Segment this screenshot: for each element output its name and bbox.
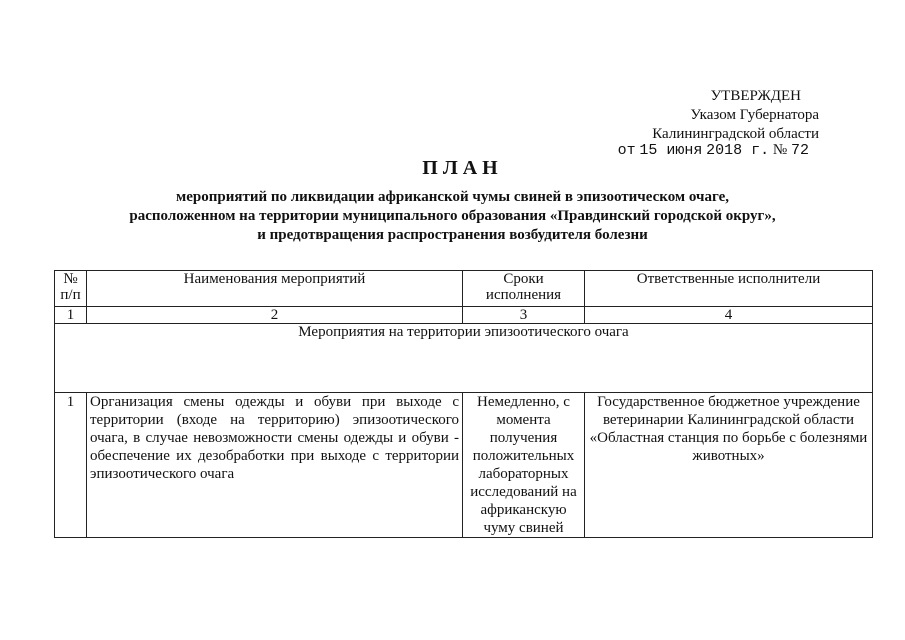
approval-date-prefix: от [617, 142, 636, 159]
approval-line-decree: Указом Губернатора [690, 107, 819, 123]
approval-block [0, 88, 905, 168]
row-terms: Немедленно, с момента получения положительных лабораторных исследований на африканскую чуму свиней [463, 393, 585, 538]
document-subtitle [0, 188, 905, 245]
approval-date: 15 июня [639, 142, 703, 159]
subtitle-line-2: расположенном на территории муниципального образования «Правдинский городской округ», [129, 208, 776, 224]
approval-number: 72 [790, 142, 809, 159]
section-title: Мероприятия на территории эпизоотического очага [55, 324, 873, 393]
subtitle-line-3: и предотвращения распространения возбудителя болезни [257, 227, 648, 243]
approval-line-region: Калининградской области [652, 126, 819, 142]
plan-table [54, 270, 873, 538]
table-row [55, 393, 873, 538]
table-header-row [55, 271, 873, 307]
column-number: 4 [585, 307, 873, 324]
column-number: 2 [87, 307, 463, 324]
header-terms: Сроки исполнения [463, 271, 585, 307]
document-title: ПЛАН [422, 157, 503, 179]
header-num: № п/п [55, 271, 87, 307]
row-num: 1 [55, 393, 87, 538]
header-responsible: Ответственные исполнители [585, 271, 873, 307]
column-number: 1 [55, 307, 87, 324]
row-responsible: Государственное бюджетное учреждение ветеринарии Калининградской области «Областная станция по борьбе с болезнями животных» [585, 393, 873, 538]
subtitle-line-1: мероприятий по ликвидации африканской чумы свиней в эпизоотическом очаге, [176, 189, 729, 205]
header-name: Наименования мероприятий [87, 271, 463, 307]
approval-year: 2018 г. [706, 142, 770, 159]
approval-title: УТВЕРЖДЕН [710, 88, 801, 104]
approval-number-label: № [772, 142, 788, 158]
section-row [55, 324, 873, 393]
row-name: Организация смены одежды и обуви при выходе с территории (входе на территорию) эпизоотического очага, в случае невозможности смены одежды и обуви - обеспечение их дезобработки при выходе с территории эпизоотического очага [87, 393, 463, 538]
column-number-row [55, 307, 873, 324]
column-number: 3 [463, 307, 585, 324]
